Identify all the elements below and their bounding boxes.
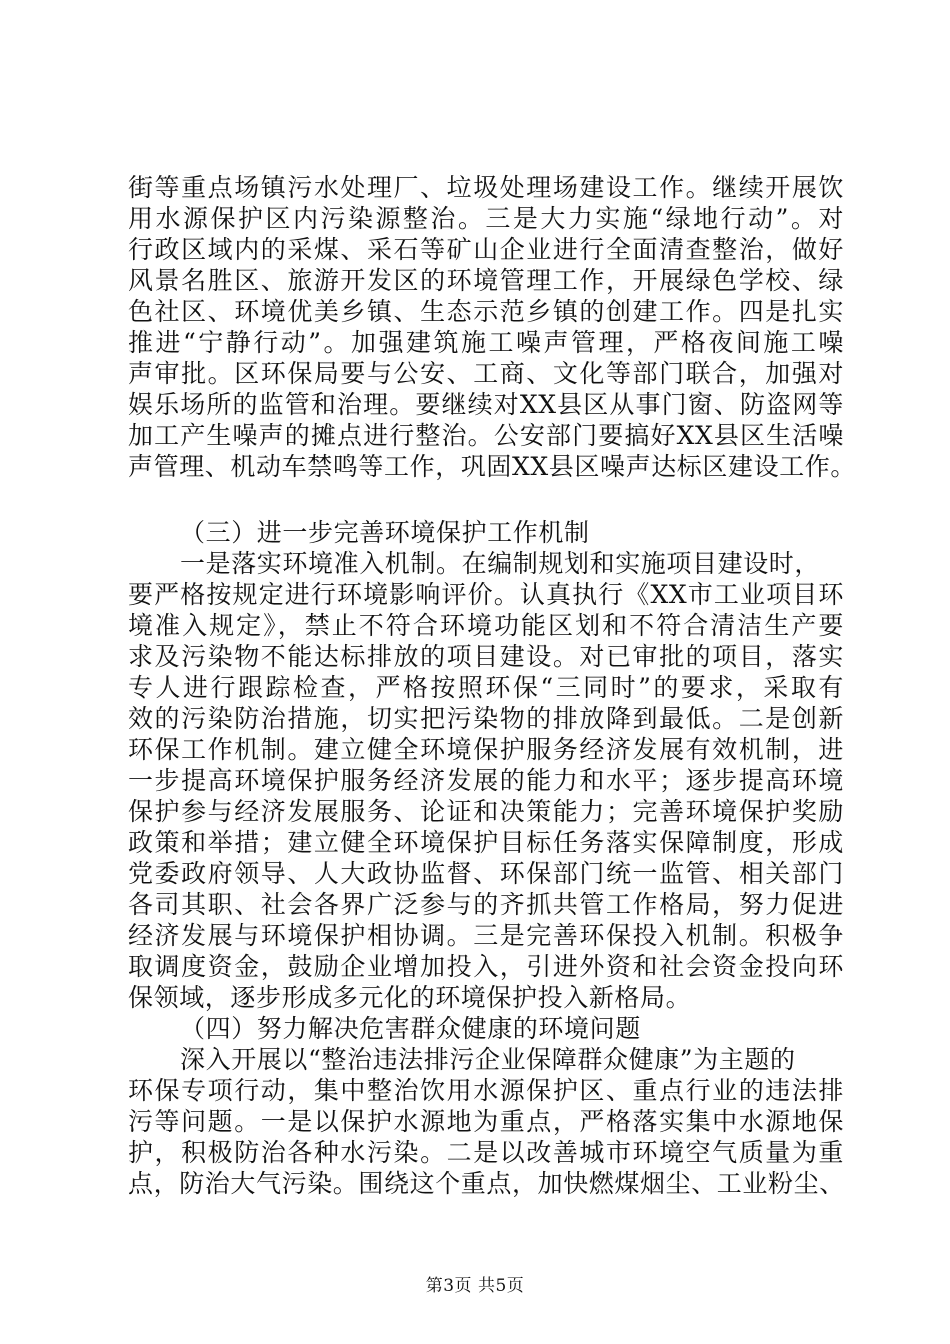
- paragraph-line: 风景名胜区、旅游开发区的环境管理工作，开展绿色学校、绿: [128, 266, 844, 295]
- paragraph-line: 行政区域内的采煤、采石等矿山企业进行全面清查整治，做好: [128, 235, 844, 264]
- paragraph-line: 专人进行跟踪检查，严格按照环保“三同时”的要求，采取有: [128, 673, 844, 702]
- paragraph-line: 政策和举措；建立健全环境保护目标任务落实保障制度，形成: [128, 828, 844, 857]
- paragraph-line: 点，防治大气污染。围绕这个重点，加快燃煤烟尘、工业粉尘、: [128, 1169, 845, 1198]
- paragraph-2: [128, 548, 844, 1013]
- paragraph-line: 各司其职、社会各界广泛参与的齐抓共管工作格局，努力促进: [128, 890, 844, 919]
- paragraph-line: 求及污染物不能达标排放的项目建设。对已审批的项目，落实: [128, 642, 844, 671]
- paragraph-line: 用水源保护区内污染源整治。三是大力实施“绿地行动”。对: [128, 204, 844, 233]
- paragraph-line: 声审批。区环保局要与公安、工商、文化等部门联合，加强对: [128, 359, 844, 388]
- section-heading-4: （四）努力解决危害群众健康的环境问题: [180, 1014, 641, 1043]
- paragraph-3: [128, 1044, 844, 1199]
- page-number-footer: 第3页 共5页: [425, 1276, 525, 1296]
- paragraph-line: 要严格按规定进行环境影响评价。认真执行《XX市工业项目环: [128, 580, 844, 609]
- paragraph-spacer: [128, 482, 844, 517]
- paragraph-line: 党委政府领导、人大政协监督、环保部门统一监管、相关部门: [128, 859, 844, 888]
- paragraph-line: 一步提高环境保护服务经济发展的能力和水平；逐步提高环境: [128, 766, 844, 795]
- paragraph-line: 护，积极防治各种水污染。二是以改善城市环境空气质量为重: [128, 1138, 844, 1167]
- paragraph-line: 环保工作机制。建立健全环境保护服务经济发展有效机制，进: [128, 735, 844, 764]
- paragraph-line: 境准入规定》，禁止不符合环境功能区划和不符合清洁生产要: [128, 611, 844, 640]
- paragraph-line: 保领域，逐步形成多元化的环境保护投入新格局。: [128, 983, 692, 1012]
- document-body: [128, 172, 856, 1199]
- paragraph-line: 环保专项行动，集中整治饮用水源保护区、重点行业的违法排: [128, 1076, 844, 1105]
- paragraph-line: 娱乐场所的监管和治理。要继续对XX县区从事门窗、防盗网等: [128, 390, 844, 419]
- paragraph-line: 推进“宁静行动”。加强建筑施工噪声管理，严格夜间施工噪: [128, 328, 844, 357]
- paragraph-line: 经济发展与环境保护相协调。三是完善环保投入机制。积极争: [128, 921, 844, 950]
- paragraph-line: 色社区、环境优美乡镇、生态示范乡镇的创建工作。四是扎实: [128, 297, 844, 326]
- paragraph-line: 取调度资金，鼓励企业增加投入，引进外资和社会资金投向环: [128, 952, 844, 981]
- paragraph-line: 声管理、机动车禁鸣等工作，巩固XX县区噪声达标区建设工作。: [128, 452, 856, 481]
- paragraph-line: 深入开展以“整治违法排污企业保障群众健康”为主题的: [180, 1045, 796, 1074]
- paragraph-line: 污等问题。一是以保护水源地为重点，严格落实集中水源地保: [128, 1107, 844, 1136]
- section-heading-3: （三）进一步完善环境保护工作机制: [180, 518, 590, 547]
- paragraph-line: 加工产生噪声的摊点进行整治。公安部门要搞好XX县区生活噪: [128, 421, 844, 450]
- paragraph-1: [128, 172, 856, 482]
- paragraph-line: 街等重点场镇污水处理厂、垃圾处理场建设工作。继续开展饮: [128, 173, 844, 202]
- paragraph-line: 一是落实环境准入机制。在编制规划和实施项目建设时，: [180, 549, 821, 578]
- paragraph-line: 保护参与经济发展服务、论证和决策能力；完善环境保护奖励: [128, 797, 844, 826]
- paragraph-line: 效的污染防治措施，切实把污染物的排放降到最低。二是创新: [128, 704, 844, 733]
